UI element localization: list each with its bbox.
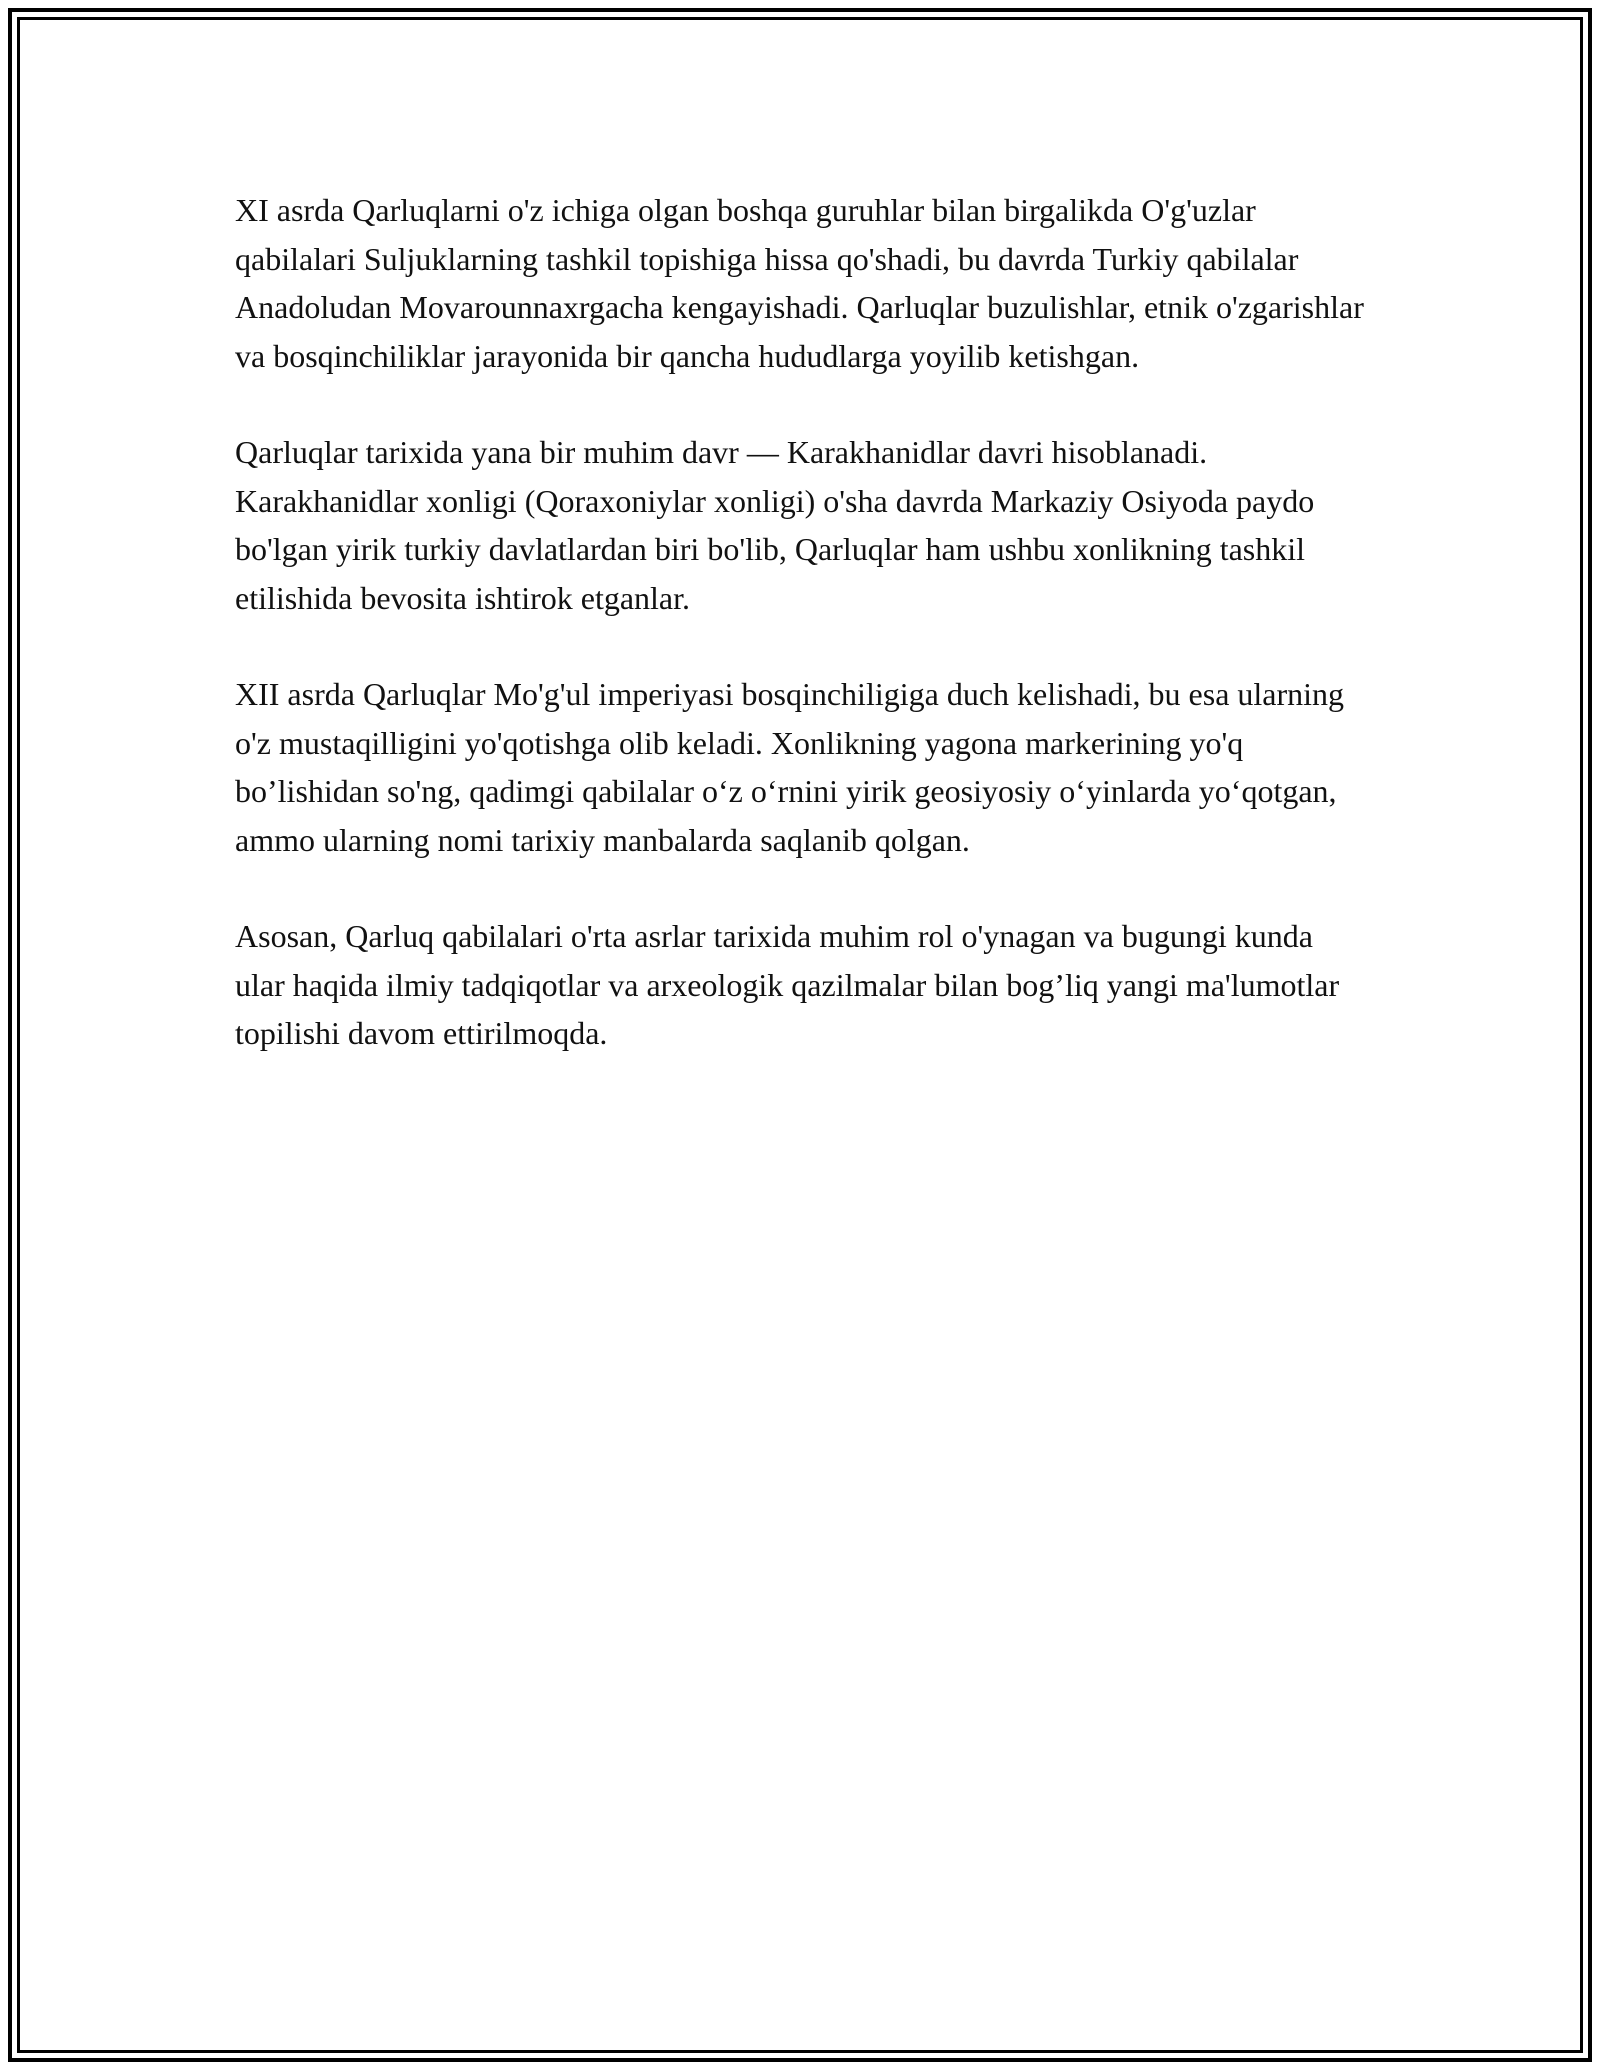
paragraph-1: XI asrda Qarluqlarni o'z ichiga olgan boshqa guruhlar bilan birgalikda O'g'uzlar qabilalari Suljuklarning tashkil topishiga hissa qo'shadi, bu davrda Turkiy qabilalar Anadoludan Movarounnaxrgacha kengayishadi. Qarluqlar buzulishlar, etnik o'zgarishlar va bosqinchiliklar jarayonida bir qancha hududlarga yoyilib ketishgan. xyxy=(235,192,1364,374)
document-body xyxy=(235,186,1365,1106)
paragraph-2: Qarluqlar tarixida yana bir muhim davr — Karakhanidlar davri hisoblanadi. Karakhanidlar xonligi (Qoraxoniylar xonligi) o'sha davrda Markaziy Osiyoda paydo bo'lgan yirik turkiy davlatlardan biri bo'lib, Qarluqlar ham ushbu xonlikning tashkil etilishida bevosita ishtirok etganlar. xyxy=(235,434,1315,616)
paragraph-3: XII asrda Qarluqlar Mo'g'ul imperiyasi bosqinchiligiga duch kelishadi, bu esa ularning o'z mustaqilligini yo'qotishga olib keladi. Xonlikning yagona markerining yo'q bo’lishidan so'ng, qadimgi qabilalar o‘z o‘rnini yirik geosiyosiy o‘yinlarda yo‘qotgan, ammo ularning nomi tarixiy manbalarda saqlanib qolgan. xyxy=(235,676,1345,858)
paragraph-4: Asosan, Qarluq qabilalari o'rta asrlar tarixida muhim rol o'ynagan va bugungi kunda ular haqida ilmiy tadqiqotlar va arxeologik qazilmalar bilan bog’liq yangi ma'lumotlar topilishi davom ettirilmoqda. xyxy=(235,918,1340,1051)
